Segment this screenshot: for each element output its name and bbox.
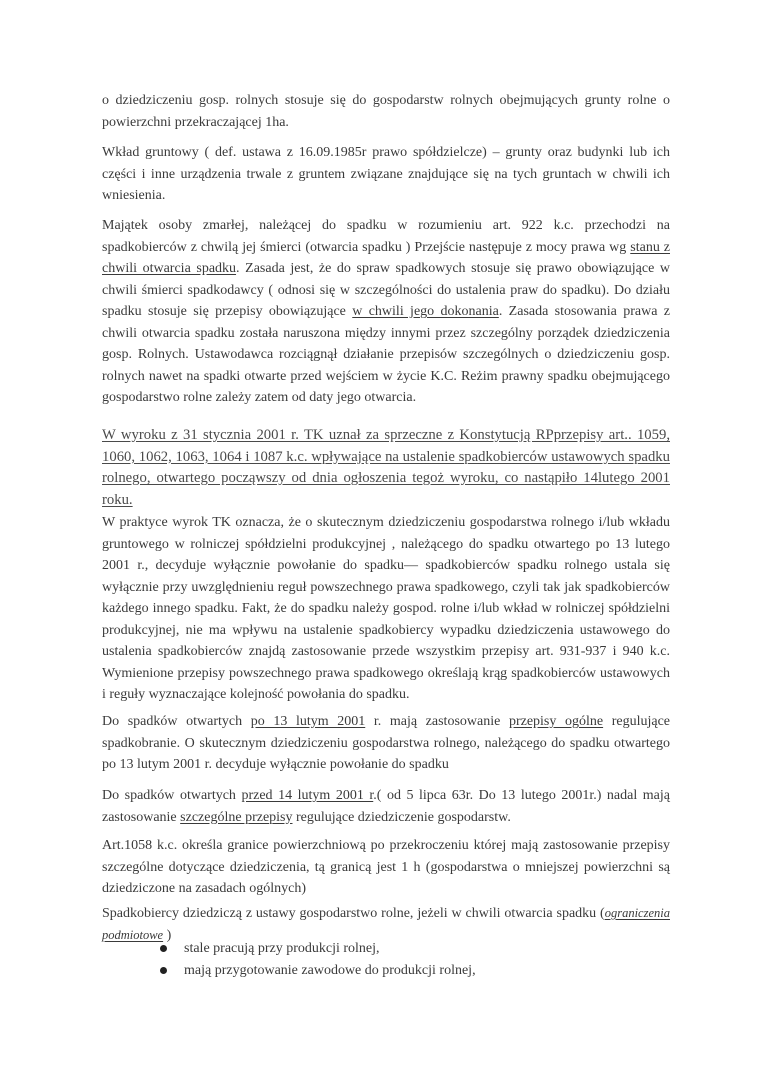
underlined-phrase: przed 14 lutym 2001 r [241,788,374,803]
text-run: . Zasada jest, że do spraw spadkowych stosuje się prawo obowiązujące w chwili śmierci spadkodawcy ( odnosi się w szczególności do ustalenia praw do spadku). Do działu spadku stosuje się przepisy obowiązujące [102,261,670,319]
paragraph-2: Wkład gruntowy ( def. ustawa z 16.09.1985r prawo spółdzielcze) – grunty oraz budynki lub ich części i inne urządzenia trwale z gruntem związane znajdujące się na tych gruntach w chwili ich wniesienia. [102,145,670,203]
bullet-icon [160,945,167,952]
italic-underlined-phrase: ograniczenia podmiotowe [102,906,670,942]
underlined-phrase: stanu z chwili otwarcia spadku [102,239,670,276]
text-run: ) [163,927,172,943]
list-item-text: mają przygotowanie zawodowe do produkcji rolnej, [184,962,476,978]
text-run: regulujące spadkobranie. O skutecznym dziedziczeniu gospodarstwa rolnego, należącego do spadku otwartego po 13 lutym 2001 r. decyduje wyłącznie powołanie do spadku [102,714,671,772]
underlined-phrase: po 13 lutym 2001 [250,714,366,729]
text-run: Majątek osoby zmarłej, należącej do spadku w rozumieniu art. 922 k.c. przechodzi na spadkobierców z chwilą jej śmierci (otwarcia spadku ) Przejście następuje z mocy prawa wg [102,218,670,255]
underlined-phrase: w chwili jego dokonania [352,304,499,319]
text-run: r. mają zastosowanie [365,714,509,729]
paragraph-7 [102,785,670,828]
underlined-text: W wyroku z 31 stycznia 2001 r. TK uznał za sprzeczne z Konstytucją RPprzepisy art.. 1059, 1060, 1062, 1063, 1064 i 1087 k.c. wpływające na ustalenie spadkobierców ustawowych spadku rolnego, otwartego począwszy od dnia ogłoszenia tegoż wyroku, co nastąpiło 14lutego 2001 roku. [102,427,670,508]
text-run: Spadkobiercy dziedziczą z ustawy gospodarstwo rolne, jeżeli w chwili otwarcia spadku ( [102,906,605,921]
list-item-text: stale pracują przy produkcji rolnej, [184,941,380,956]
list-item [102,960,670,982]
paragraph-4-tk-ruling [102,425,670,511]
paragraph-1: o dziedziczeniu gosp. rolnych stosuje się do gospodarstw rolnych obejmujących grunty rolne o powierzchni przekraczającej 1ha. [102,93,670,130]
paragraph-5: W praktyce wyrok TK oznacza, że o skutecznym dziedziczeniu gospodarstwa rolnego i/lub wkładu gruntowego w rolniczej spółdzielni produkcyjnej , należącego do spadku otwartego po 13 lutego 2001 r., decyduje wyłącznie powołanie do spadku— spadkobierców spadku rolnego ustala się wyłącznie przy uwzględnieniu reguł powszechnego prawa spadkowego, czyli tak jak spadkobierców każdego innego spadku. Fakt, że do spadku należy gospod. rolne i/lub wkład w rolniczej spółdzielni produkcyjnej, nie ma wpływu na ustalenie spadkobiercy wypadku dziedziczenia ustawowego do ustalenia spadkobierców znajdą zastosowanie przede wszystkim przepisy art. 931-937 i 940 k.c. Wymienione przepisy powszechnego prawa spadkowego określają krąg spadkobierców ustawowych i reguły wyznaczające kolejność powołania do spadku. [102,515,670,702]
paragraph-3 [102,215,670,409]
text-run: . Zasada stosowania prawa z chwili otwarcia spadku została naruszona między innymi przez szczególny porządek dziedziczenia gosp. Rolnych. Ustawodawca rozciągnął działanie przepisów szczególnych o dziedziczeniu gosp. rolnych nawet na spadki otwarte przed wejściem w życie K.C. Reżim prawny spadku obejmującego gospodarstwo rolne zależy zatem od daty jego otwarcia. [102,304,670,405]
text-run: regulujące dziedziczenie gospodarstw. [292,809,511,825]
paragraph-8: Art.1058 k.c. określa granice powierzchniową po przekroczeniu której mają zastosowanie przepisy szczególne dotyczące dziedziczenia, tą granicą jest 1 h (gospodarstwa o mniejszej powierzchni są dziedziczone na zasadach ogólnych) [102,838,670,896]
text-run: Do spadków otwartych [102,714,251,729]
underlined-phrase: przepisy ogólne [508,714,604,729]
text-run: .( od 5 lipca 63r. Do 13 lutego 2001r.) nadal mają zastosowanie [102,788,670,825]
list-item [102,938,670,960]
text-run: Do spadków otwartych [102,788,242,803]
underlined-phrase: szczególne przepisy [180,809,293,825]
bullet-list [102,938,670,981]
paragraph-6 [102,711,670,776]
bullet-icon [160,967,167,974]
